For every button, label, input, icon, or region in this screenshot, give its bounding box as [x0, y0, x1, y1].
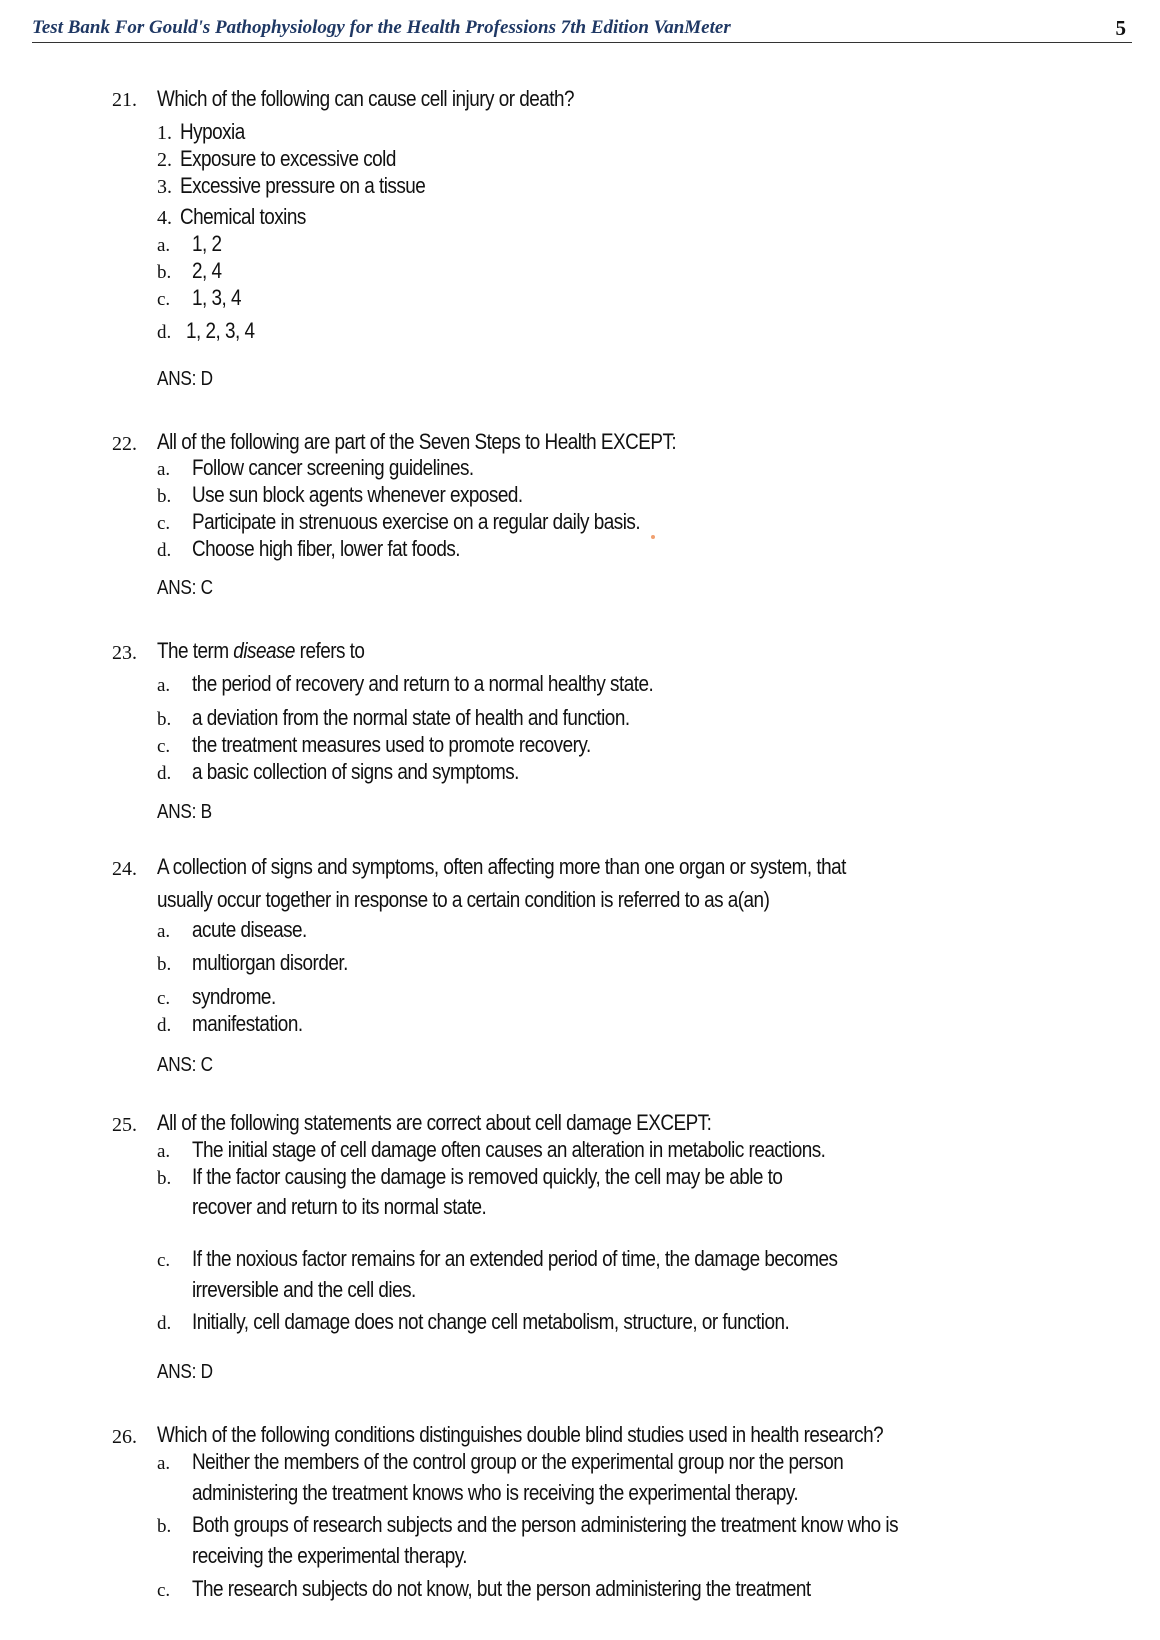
option-letter: b.: [157, 1168, 172, 1189]
option-letter: c.: [157, 513, 171, 534]
option-letter: b.: [157, 262, 172, 283]
question-number: 21.: [112, 89, 137, 111]
list-number: 2.: [157, 149, 172, 171]
option-text: The research subjects do not know, but the person administering the treatment: [192, 1576, 811, 1601]
option-text: The initial stage of cell damage often causes an alteration in metabolic reactions.: [192, 1137, 826, 1162]
option-text: Follow cancer screening guidelines.: [192, 455, 474, 480]
option-text: 1, 2: [192, 231, 222, 256]
option-text: Participate in strenuous exercise on a regular daily basis.: [192, 509, 641, 534]
list-number: 3.: [157, 176, 172, 198]
list-number: 4.: [157, 207, 172, 229]
question-number: 25.: [112, 1114, 137, 1136]
option-text: manifestation.: [192, 1011, 303, 1036]
stem-prefix: The term: [157, 638, 234, 663]
option-text: syndrome.: [192, 984, 276, 1009]
option-text: multiorgan disorder.: [192, 950, 348, 975]
option-text-continued: receiving the experimental therapy.: [192, 1543, 468, 1568]
stem-italic-term: disease: [233, 638, 295, 663]
question-number: 24.: [112, 858, 137, 880]
option-text: 1, 2, 3, 4: [186, 318, 255, 343]
option-letter: c.: [157, 988, 171, 1009]
page-number: 5: [1115, 16, 1126, 40]
answer-key: ANS: C: [157, 577, 213, 599]
running-header: [32, 16, 1132, 43]
option-text-continued: administering the treatment knows who is receiving the experimental therapy.: [192, 1480, 799, 1505]
question-stem: All of the following are part of the Seven Steps to Health EXCEPT:: [157, 429, 677, 454]
option-text-continued: irreversible and the cell dies.: [192, 1277, 416, 1302]
option-text: If the noxious factor remains for an extended period of time, the damage becomes: [192, 1246, 838, 1271]
list-item: Hypoxia: [180, 119, 245, 144]
option-letter: b.: [157, 709, 172, 730]
option-letter: b.: [157, 954, 172, 975]
option-text: Choose high fiber, lower fat foods.: [192, 536, 461, 561]
option-text: Initially, cell damage does not change cell metabolism, structure, or function.: [192, 1309, 790, 1334]
option-letter: b.: [157, 486, 172, 507]
list-number: 1.: [157, 122, 172, 144]
option-letter: d.: [157, 763, 172, 784]
question-stem: Which of the following conditions distinguishes double blind studies used in health research?: [157, 1422, 884, 1447]
option-letter: c.: [157, 1580, 171, 1601]
option-text: Neither the members of the control group or the experimental group nor the person: [192, 1449, 844, 1474]
question-stem-line-2: usually occur together in response to a certain condition is referred to as a(an): [157, 887, 770, 912]
answer-key: ANS: B: [157, 801, 212, 823]
list-item: Excessive pressure on a tissue: [180, 173, 426, 198]
question-number: 22.: [112, 433, 137, 455]
option-letter: a.: [157, 1453, 171, 1474]
answer-key: ANS: D: [157, 368, 213, 390]
option-text: the period of recovery and return to a normal healthy state.: [192, 671, 654, 696]
option-letter: d.: [157, 1313, 172, 1334]
option-text: a basic collection of signs and symptoms.: [192, 759, 519, 784]
document-title: Test Bank For Gould's Pathophysiology for the Health Professions 7th Edition VanMeter: [32, 17, 731, 38]
option-letter: c.: [157, 1250, 171, 1271]
option-text: acute disease.: [192, 917, 307, 942]
option-letter: d.: [157, 1015, 172, 1036]
question-stem: Which of the following can cause cell injury or death?: [157, 86, 575, 111]
option-letter: b.: [157, 1516, 172, 1537]
option-letter: c.: [157, 736, 171, 757]
question-stem: All of the following statements are correct about cell damage EXCEPT:: [157, 1110, 712, 1135]
option-text: 2, 4: [192, 258, 222, 283]
option-text: a deviation from the normal state of health and function.: [192, 705, 630, 730]
option-text: the treatment measures used to promote recovery.: [192, 732, 591, 757]
option-text-continued: recover and return to its normal state.: [192, 1194, 487, 1219]
answer-key: ANS: C: [157, 1054, 213, 1076]
answer-key: ANS: D: [157, 1361, 213, 1383]
list-item: Exposure to excessive cold: [180, 146, 396, 171]
option-letter: c.: [157, 289, 171, 310]
option-letter: a.: [157, 675, 171, 696]
option-letter: a.: [157, 459, 171, 480]
stem-suffix: refers to: [294, 638, 365, 663]
stray-mark: [651, 535, 655, 539]
option-text: Use sun block agents whenever exposed.: [192, 482, 523, 507]
option-letter: a.: [157, 921, 171, 942]
question-stem: [157, 638, 364, 664]
question-number: 26.: [112, 1426, 137, 1448]
option-letter: a.: [157, 1141, 171, 1162]
list-item: Chemical toxins: [180, 204, 306, 229]
question-stem-line-1: A collection of signs and symptoms, often affecting more than one organ or system, that: [157, 854, 846, 879]
option-letter: d.: [157, 322, 172, 343]
question-number: 23.: [112, 642, 137, 664]
option-text: Both groups of research subjects and the person administering the treatment know who is: [192, 1512, 899, 1537]
option-text: 1, 3, 4: [192, 285, 241, 310]
option-text: If the factor causing the damage is removed quickly, the cell may be able to: [192, 1164, 783, 1189]
option-letter: d.: [157, 540, 172, 561]
option-letter: a.: [157, 235, 171, 256]
